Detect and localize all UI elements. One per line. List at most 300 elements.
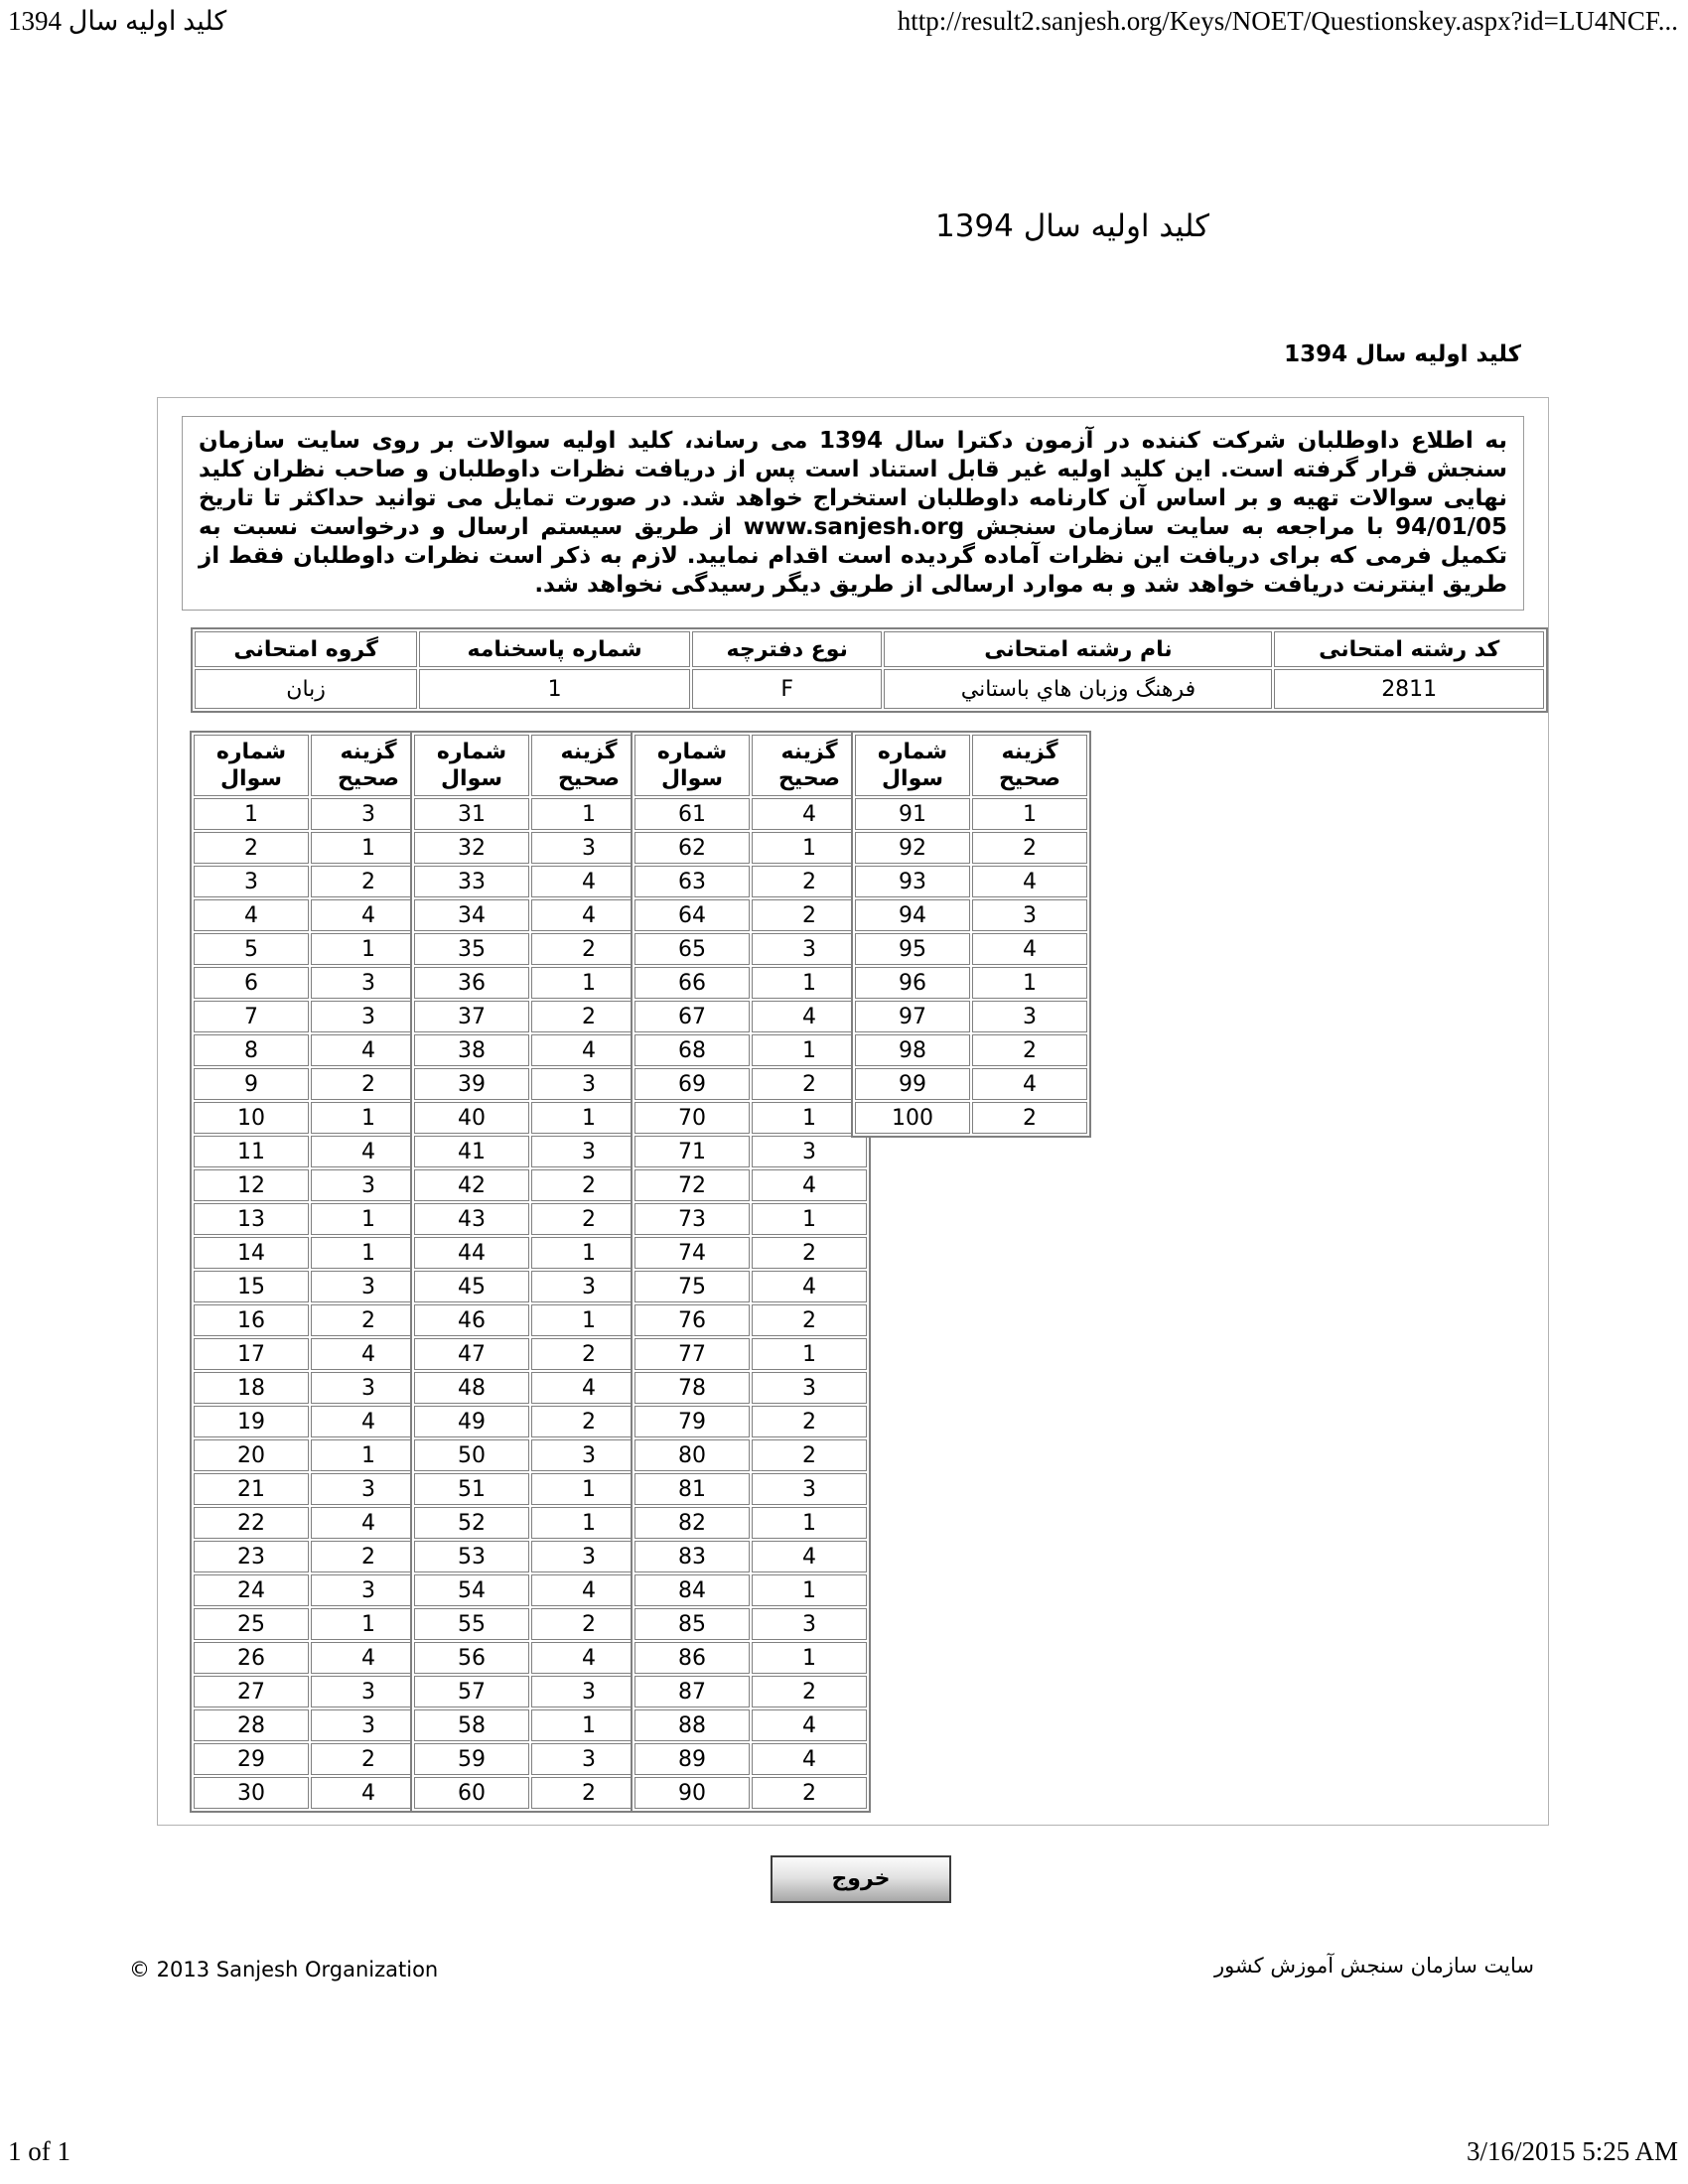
answer-cell: 2 (311, 866, 426, 897)
answer-cell: 1 (752, 1102, 867, 1134)
info-value-cell: 1 (419, 669, 690, 709)
question-number-cell: 17 (194, 1338, 309, 1370)
answer-row (855, 1068, 1087, 1100)
answer-cell: 3 (752, 933, 867, 965)
answer-row (414, 1169, 646, 1201)
question-number-cell: 27 (194, 1676, 309, 1707)
question-number-cell: 42 (414, 1169, 529, 1201)
info-value-cell: 2811 (1274, 669, 1544, 709)
answer-cell: 2 (972, 832, 1087, 864)
answer-row (634, 1608, 867, 1640)
answer-row (634, 1136, 867, 1167)
question-number-cell: 8 (194, 1034, 309, 1066)
answer-cell: 3 (311, 1169, 426, 1201)
answer-cell: 1 (311, 1237, 426, 1269)
question-number-cell: 16 (194, 1304, 309, 1336)
question-number-cell: 95 (855, 933, 970, 965)
question-number-cell: 88 (634, 1709, 750, 1741)
question-number-cell: 40 (414, 1102, 529, 1134)
question-number-cell: 57 (414, 1676, 529, 1707)
answer-row (855, 899, 1087, 931)
answer-row (414, 1237, 646, 1269)
question-number-cell: 87 (634, 1676, 750, 1707)
answer-row (634, 1338, 867, 1370)
answer-cell: 2 (752, 866, 867, 897)
answer-row (414, 798, 646, 830)
answer-row (414, 1406, 646, 1437)
question-number-cell: 86 (634, 1642, 750, 1674)
question-number-cell: 98 (855, 1034, 970, 1066)
answer-row (414, 1338, 646, 1370)
answer-row (194, 1439, 426, 1471)
answer-cell: 4 (311, 1034, 426, 1066)
answer-cell: 2 (972, 1034, 1087, 1066)
answer-row (194, 1709, 426, 1741)
answer-cell: 1 (311, 1608, 426, 1640)
answer-row (194, 967, 426, 999)
answer-row (414, 1372, 646, 1404)
answer-row (194, 1574, 426, 1606)
question-number-cell: 32 (414, 832, 529, 864)
question-number-cell: 72 (634, 1169, 750, 1201)
question-number-cell: 6 (194, 967, 309, 999)
answer-cell: 2 (311, 1541, 426, 1572)
answer-cell: 1 (752, 1338, 867, 1370)
info-header-cell: گروه امتحانی (195, 631, 417, 667)
answer-cell: 1 (752, 1507, 867, 1539)
answer-row (634, 967, 867, 999)
answer-row (414, 1203, 646, 1235)
answer-cell: 1 (972, 967, 1087, 999)
question-number-header: شماره سوال (855, 735, 970, 796)
answer-cell: 4 (752, 1271, 867, 1302)
section-subtitle: کلید اولیه سال 1394 (1284, 341, 1521, 367)
question-number-cell: 68 (634, 1034, 750, 1066)
answer-cell: 4 (531, 866, 646, 897)
answer-cell: 2 (752, 1439, 867, 1471)
answer-cell: 3 (752, 1372, 867, 1404)
question-number-cell: 54 (414, 1574, 529, 1606)
answer-cell: 4 (531, 1574, 646, 1606)
question-number-cell: 79 (634, 1406, 750, 1437)
answer-cell: 3 (311, 1574, 426, 1606)
answer-row (855, 866, 1087, 897)
answer-row (194, 1338, 426, 1370)
answer-row (414, 1001, 646, 1032)
answer-row (194, 1034, 426, 1066)
question-number-cell: 85 (634, 1608, 750, 1640)
question-number-cell: 53 (414, 1541, 529, 1572)
answer-cell: 1 (531, 967, 646, 999)
answer-cell: 4 (752, 1169, 867, 1201)
info-header-cell: شماره پاسخنامه (419, 631, 690, 667)
answer-row (194, 1136, 426, 1167)
question-number-cell: 82 (634, 1507, 750, 1539)
answer-cell: 3 (311, 1271, 426, 1302)
print-header-url: http://result2.sanjesh.org/Keys/NOET/Questionskey.aspx?id=LU4NCF... (897, 6, 1678, 36)
answer-cell: 3 (752, 1608, 867, 1640)
question-number-cell: 28 (194, 1709, 309, 1741)
question-number-cell: 26 (194, 1642, 309, 1674)
answer-row (634, 1709, 867, 1741)
answer-row (634, 1304, 867, 1336)
exam-info-table (191, 627, 1548, 713)
answer-row (414, 933, 646, 965)
answer-cell: 4 (311, 1507, 426, 1539)
question-number-cell: 94 (855, 899, 970, 931)
answer-row (414, 1676, 646, 1707)
question-number-cell: 64 (634, 899, 750, 931)
answer-row (194, 1372, 426, 1404)
question-number-cell: 31 (414, 798, 529, 830)
answer-cell: 4 (311, 1136, 426, 1167)
question-number-cell: 100 (855, 1102, 970, 1134)
question-number-cell: 59 (414, 1743, 529, 1775)
answer-row (194, 1169, 426, 1201)
question-number-cell: 24 (194, 1574, 309, 1606)
answer-cell: 2 (531, 1777, 646, 1809)
question-number-cell: 46 (414, 1304, 529, 1336)
question-number-header: شماره سوال (194, 735, 309, 796)
correct-option-header: گزینه صحیح (972, 735, 1087, 796)
answer-cell: 3 (531, 1439, 646, 1471)
question-number-cell: 80 (634, 1439, 750, 1471)
answer-cell: 1 (752, 832, 867, 864)
answer-row (194, 798, 426, 830)
question-number-cell: 43 (414, 1203, 529, 1235)
question-number-cell: 67 (634, 1001, 750, 1032)
copyright-text: © 2013 Sanjesh Organization (129, 1958, 439, 1981)
answer-row (634, 933, 867, 965)
info-table-header-row (195, 631, 1544, 667)
question-number-cell: 62 (634, 832, 750, 864)
question-number-cell: 69 (634, 1068, 750, 1100)
info-value-cell: F (692, 669, 883, 709)
question-number-cell: 30 (194, 1777, 309, 1809)
answer-row (414, 1102, 646, 1134)
answer-row (634, 899, 867, 931)
answer-cell: 1 (752, 1034, 867, 1066)
answer-cell: 2 (752, 1777, 867, 1809)
answer-cell: 2 (752, 899, 867, 931)
answer-row (634, 1743, 867, 1775)
question-number-cell: 44 (414, 1237, 529, 1269)
question-number-cell: 97 (855, 1001, 970, 1032)
answer-row (194, 832, 426, 864)
answer-cell: 2 (531, 1203, 646, 1235)
question-number-cell: 38 (414, 1034, 529, 1066)
answer-cell: 1 (752, 1574, 867, 1606)
answer-cell: 2 (531, 1338, 646, 1370)
question-number-cell: 91 (855, 798, 970, 830)
answer-cell: 1 (311, 933, 426, 965)
answer-row (414, 1642, 646, 1674)
answer-row (194, 1068, 426, 1100)
question-number-cell: 14 (194, 1237, 309, 1269)
answer-row (414, 1608, 646, 1640)
answer-row (855, 967, 1087, 999)
answer-cell: 2 (531, 1608, 646, 1640)
answer-cell: 3 (531, 832, 646, 864)
notice-paragraph: به اطلاع داوطلبان شرکت کننده در آزمون دکترا سال 1394 می رساند، کلید اولیه سوالات بر روی سایت سازمان سنجش قرار گرفته است. این کلید اولیه غیر قابل استناد است پس از دریافت نظرات داوطلبان و صاحب نظران کلید نهایی سوالات تهیه و بر اساس آن کارنامه داوطلبان استخراج خواهد شد. در صورت تمایل می توانید حداکثر تا تاریخ 94/01/05 با مراجعه به سایت سازمان سنجش www.sanjesh.org از طریق سیستم ارسال و درخواست نسبت به تکمیل فرمی که برای دریافت این نظرات آماده گردیده است اقدام نمایید. لازم به ذکر است نظرات داوطلبان فقط از طریق اینترنت دریافت خواهد شد و به موارد ارسالی از طریق دیگر رسیدگی نخواهد شد. (182, 416, 1524, 611)
answer-row (634, 1473, 867, 1505)
answer-cell: 2 (531, 1406, 646, 1437)
answer-table-3 (631, 731, 871, 1813)
answer-cell: 3 (311, 1001, 426, 1032)
answer-row (194, 1777, 426, 1809)
question-number-cell: 39 (414, 1068, 529, 1100)
answer-row (634, 1372, 867, 1404)
info-value-cell: زبان (195, 669, 417, 709)
answer-cell: 2 (311, 1068, 426, 1100)
question-number-cell: 51 (414, 1473, 529, 1505)
answer-row (414, 1574, 646, 1606)
answer-row (634, 1541, 867, 1572)
question-number-cell: 93 (855, 866, 970, 897)
answer-table-header-row (855, 735, 1087, 796)
answer-row (414, 1068, 646, 1100)
print-timestamp: 3/16/2015 5:25 AM (1466, 2136, 1678, 2166)
correct-option-header: گزینه صحیح (531, 735, 646, 796)
answer-row (855, 1001, 1087, 1032)
answer-cell: 4 (531, 1372, 646, 1404)
answer-row (414, 1304, 646, 1336)
answer-row (194, 1608, 426, 1640)
answer-table-4 (851, 731, 1091, 1138)
answer-row (414, 1743, 646, 1775)
answer-cell: 3 (972, 899, 1087, 931)
answer-table-header-row (414, 735, 646, 796)
question-number-cell: 50 (414, 1439, 529, 1471)
answer-cell: 1 (531, 1507, 646, 1539)
answer-row (634, 1642, 867, 1674)
question-number-cell: 9 (194, 1068, 309, 1100)
question-number-cell: 60 (414, 1777, 529, 1809)
answer-row (194, 1642, 426, 1674)
page-title: کلید اولیه سال 1394 (934, 208, 1210, 244)
answer-cell: 2 (311, 1304, 426, 1336)
answer-cell: 2 (972, 1102, 1087, 1134)
question-number-cell: 33 (414, 866, 529, 897)
question-number-header: شماره سوال (414, 735, 529, 796)
answer-row (414, 832, 646, 864)
answer-row (194, 1203, 426, 1235)
answer-row (634, 798, 867, 830)
answer-table-header-row (194, 735, 426, 796)
answer-cell: 1 (531, 1709, 646, 1741)
answer-cell: 3 (311, 1473, 426, 1505)
answer-row (414, 899, 646, 931)
question-number-cell: 73 (634, 1203, 750, 1235)
answer-cell: 1 (311, 1102, 426, 1134)
answer-cell: 2 (531, 1169, 646, 1201)
answer-row (634, 1102, 867, 1134)
answer-row (634, 1439, 867, 1471)
question-number-cell: 61 (634, 798, 750, 830)
question-number-cell: 74 (634, 1237, 750, 1269)
answer-row (194, 1237, 426, 1269)
question-number-cell: 49 (414, 1406, 529, 1437)
question-number-cell: 45 (414, 1271, 529, 1302)
question-number-cell: 92 (855, 832, 970, 864)
answer-row (414, 866, 646, 897)
question-number-cell: 2 (194, 832, 309, 864)
answer-cell: 1 (531, 1304, 646, 1336)
answer-row (855, 832, 1087, 864)
answer-cell: 1 (531, 1473, 646, 1505)
answer-cell: 1 (972, 798, 1087, 830)
answer-row (194, 1473, 426, 1505)
answer-cell: 3 (752, 1473, 867, 1505)
answer-cell: 3 (311, 1676, 426, 1707)
question-number-cell: 63 (634, 866, 750, 897)
answer-row (194, 1743, 426, 1775)
answer-row (634, 1237, 867, 1269)
answer-cell: 1 (752, 967, 867, 999)
question-number-cell: 13 (194, 1203, 309, 1235)
question-number-cell: 90 (634, 1777, 750, 1809)
answer-row (634, 1271, 867, 1302)
question-number-cell: 23 (194, 1541, 309, 1572)
answer-row (414, 1034, 646, 1066)
answer-cell: 2 (752, 1237, 867, 1269)
answer-row (414, 1271, 646, 1302)
answer-cell: 1 (752, 1642, 867, 1674)
answer-cell: 3 (531, 1068, 646, 1100)
answer-row (414, 967, 646, 999)
answer-row (634, 1068, 867, 1100)
question-number-cell: 99 (855, 1068, 970, 1100)
answer-cell: 4 (972, 1068, 1087, 1100)
question-number-cell: 48 (414, 1372, 529, 1404)
info-header-cell: کد رشته امتحانی (1274, 631, 1544, 667)
answer-row (194, 1271, 426, 1302)
answer-cell: 4 (752, 798, 867, 830)
answer-row (634, 1169, 867, 1201)
answer-cell: 3 (311, 967, 426, 999)
question-number-cell: 84 (634, 1574, 750, 1606)
answer-cell: 3 (311, 798, 426, 830)
answer-cell: 1 (752, 1203, 867, 1235)
answer-row (194, 1541, 426, 1572)
question-number-cell: 25 (194, 1608, 309, 1640)
answer-row (194, 1001, 426, 1032)
question-number-cell: 70 (634, 1102, 750, 1134)
question-number-cell: 66 (634, 967, 750, 999)
question-number-cell: 37 (414, 1001, 529, 1032)
answer-cell: 4 (531, 1642, 646, 1674)
answer-cell: 2 (752, 1068, 867, 1100)
question-number-cell: 89 (634, 1743, 750, 1775)
answer-cell: 2 (752, 1676, 867, 1707)
page-count: 1 of 1 (8, 2136, 70, 2166)
answer-row (414, 1439, 646, 1471)
answer-cell: 4 (311, 1777, 426, 1809)
answer-row (634, 1034, 867, 1066)
question-number-cell: 11 (194, 1136, 309, 1167)
answer-cell: 4 (972, 866, 1087, 897)
answer-row (634, 1406, 867, 1437)
answer-cell: 4 (311, 1338, 426, 1370)
info-table-value-row (195, 669, 1544, 709)
correct-option-header: گزینه صحیح (752, 735, 867, 796)
info-header-cell: نوع دفترچه (692, 631, 883, 667)
question-number-cell: 4 (194, 899, 309, 931)
question-number-cell: 15 (194, 1271, 309, 1302)
answer-row (855, 1102, 1087, 1134)
answer-cell: 2 (311, 1743, 426, 1775)
answer-row (194, 1406, 426, 1437)
answer-row (414, 1709, 646, 1741)
question-number-cell: 65 (634, 933, 750, 965)
question-number-cell: 34 (414, 899, 529, 931)
question-number-cell: 22 (194, 1507, 309, 1539)
answer-cell: 2 (752, 1406, 867, 1437)
question-number-cell: 77 (634, 1338, 750, 1370)
answer-cell: 1 (531, 1237, 646, 1269)
answer-cell: 4 (752, 1709, 867, 1741)
exit-button[interactable]: خروج (771, 1855, 951, 1903)
answer-cell: 2 (531, 933, 646, 965)
question-number-cell: 71 (634, 1136, 750, 1167)
info-header-cell: نام رشته امتحانی (884, 631, 1272, 667)
answer-cell: 3 (311, 1709, 426, 1741)
question-number-cell: 3 (194, 866, 309, 897)
question-number-cell: 78 (634, 1372, 750, 1404)
answer-row (194, 1304, 426, 1336)
correct-option-header: گزینه صحیح (311, 735, 426, 796)
answer-row (634, 1507, 867, 1539)
answer-row (414, 1777, 646, 1809)
answer-cell: 3 (531, 1676, 646, 1707)
question-number-cell: 21 (194, 1473, 309, 1505)
answer-cell: 4 (752, 1743, 867, 1775)
answer-row (634, 1574, 867, 1606)
question-number-cell: 55 (414, 1608, 529, 1640)
answer-row (855, 1034, 1087, 1066)
question-number-cell: 29 (194, 1743, 309, 1775)
answer-cell: 1 (311, 832, 426, 864)
answer-row (194, 866, 426, 897)
question-number-cell: 76 (634, 1304, 750, 1336)
answer-row (855, 933, 1087, 965)
answer-table-header-row (634, 735, 867, 796)
answer-row (634, 1676, 867, 1707)
answer-row (414, 1507, 646, 1539)
answer-row (194, 933, 426, 965)
site-name-text: سایت سازمان سنجش آموزش کشور (1213, 1954, 1534, 1978)
answer-cell: 2 (531, 1001, 646, 1032)
answer-row (414, 1136, 646, 1167)
answer-cell: 4 (311, 1406, 426, 1437)
answer-cell: 3 (531, 1743, 646, 1775)
question-number-cell: 35 (414, 933, 529, 965)
question-number-cell: 58 (414, 1709, 529, 1741)
question-number-cell: 36 (414, 967, 529, 999)
answer-cell: 3 (311, 1372, 426, 1404)
answer-cell: 4 (531, 899, 646, 931)
answer-cell: 1 (531, 798, 646, 830)
answer-row (194, 1507, 426, 1539)
question-number-cell: 18 (194, 1372, 309, 1404)
answer-cell: 1 (311, 1439, 426, 1471)
content-box (157, 397, 1549, 1826)
answer-cell: 1 (311, 1203, 426, 1235)
answer-cell: 4 (972, 933, 1087, 965)
answer-row (634, 866, 867, 897)
answer-cell: 4 (531, 1034, 646, 1066)
question-number-cell: 41 (414, 1136, 529, 1167)
